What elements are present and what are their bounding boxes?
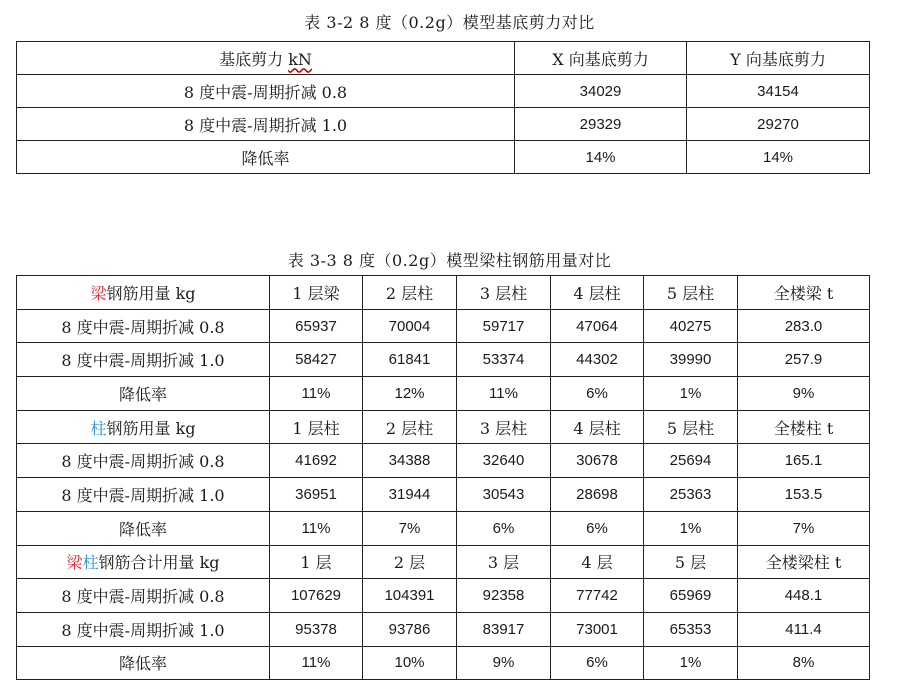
row-label: 降低率	[17, 646, 270, 680]
cell: 41692	[270, 444, 363, 478]
cell: 1%	[644, 377, 738, 411]
cell: 30678	[551, 444, 644, 478]
header-text: 钢筋合计用量 kg	[98, 553, 220, 573]
cell: 58427	[270, 343, 363, 377]
cell: 73001	[551, 612, 644, 646]
header-cell: 5 层柱	[644, 410, 738, 444]
row-label: 8 度中震-周期折减 0.8	[17, 309, 270, 343]
cell: 411.4	[738, 612, 870, 646]
cell: 257.9	[738, 343, 870, 377]
section-header-label	[17, 410, 270, 444]
section-header-label	[17, 545, 270, 579]
header-cell: 全楼梁 t	[738, 276, 870, 310]
header-cell: 5 层	[644, 545, 738, 579]
cell: 34029	[515, 75, 687, 108]
red-char: 梁	[66, 553, 83, 573]
header-cell: 3 层柱	[457, 410, 551, 444]
cell: 7%	[738, 511, 870, 545]
cell: 65937	[270, 309, 363, 343]
table-row	[17, 377, 870, 411]
row-label: 8 度中震-周期折减 1.0	[17, 612, 270, 646]
table-row	[17, 612, 870, 646]
table-row	[17, 75, 870, 108]
cell: 29270	[687, 108, 870, 141]
row-label: 降低率	[17, 511, 270, 545]
table-row	[17, 309, 870, 343]
row-label: 8 度中震-周期折减 1.0	[17, 478, 270, 512]
row-label: 8 度中震-周期折减 0.8	[17, 444, 270, 478]
cell: 14%	[515, 141, 687, 174]
cell: 448.1	[738, 579, 870, 613]
cell: 6%	[551, 646, 644, 680]
table-row	[17, 646, 870, 680]
header-cell: 2 层	[363, 545, 457, 579]
header-cell: 全楼梁柱 t	[738, 545, 870, 579]
table-row	[17, 579, 870, 613]
cell: 65353	[644, 612, 738, 646]
cell: 65969	[644, 579, 738, 613]
cell: 59717	[457, 309, 551, 343]
header-cell: 全楼柱 t	[738, 410, 870, 444]
cell: 47064	[551, 309, 644, 343]
cell: 153.5	[738, 478, 870, 512]
cell: 11%	[457, 377, 551, 411]
cell: 6%	[551, 511, 644, 545]
rebar-table	[16, 275, 870, 680]
cell: 34154	[687, 75, 870, 108]
header-cell: 4 层	[551, 545, 644, 579]
red-char: 梁	[90, 283, 107, 303]
header-cell: Y 向基底剪力	[687, 42, 870, 75]
table-row	[17, 478, 870, 512]
table1-caption: 表 3-2 8 度（0.2g）模型基底剪力对比	[304, 13, 595, 32]
header-text: 钢筋用量 kg	[106, 283, 196, 303]
header-cell: 2 层柱	[363, 276, 457, 310]
row-label: 降低率	[17, 377, 270, 411]
cell: 92358	[457, 579, 551, 613]
cell: 11%	[270, 377, 363, 411]
header-cell: 4 层柱	[551, 410, 644, 444]
row-label: 8 度中震-周期折减 0.8	[17, 75, 515, 108]
cell: 8%	[738, 646, 870, 680]
blue-char: 柱	[90, 418, 107, 438]
cell: 40275	[644, 309, 738, 343]
cell: 10%	[363, 646, 457, 680]
cell: 29329	[515, 108, 687, 141]
cell: 7%	[363, 511, 457, 545]
header-cell: 1 层梁	[270, 276, 363, 310]
header-cell: 1 层	[270, 545, 363, 579]
table-row	[17, 343, 870, 377]
cell: 9%	[457, 646, 551, 680]
section-header-row	[17, 276, 870, 310]
cell: 11%	[270, 511, 363, 545]
table2-caption: 表 3-3 8 度（0.2g）模型梁柱钢筋用量对比	[287, 251, 612, 270]
cell: 1%	[644, 511, 738, 545]
row-label: 8 度中震-周期折减 1.0	[17, 343, 270, 377]
header-cell: X 向基底剪力	[515, 42, 687, 75]
blue-char: 柱	[82, 553, 99, 573]
cell: 34388	[363, 444, 457, 478]
cell: 95378	[270, 612, 363, 646]
cell: 36951	[270, 478, 363, 512]
cell: 31944	[363, 478, 457, 512]
row-label: 8 度中震-周期折减 1.0	[17, 108, 515, 141]
header-text: 钢筋用量 kg	[106, 418, 196, 438]
cell: 93786	[363, 612, 457, 646]
cell: 165.1	[738, 444, 870, 478]
row-label: 8 度中震-周期折减 0.8	[17, 579, 270, 613]
cell: 107629	[270, 579, 363, 613]
base-shear-table	[16, 41, 870, 174]
cell: 283.0	[738, 309, 870, 343]
cell: 28698	[551, 478, 644, 512]
header-unit: kN	[288, 49, 312, 69]
cell: 83917	[457, 612, 551, 646]
cell: 61841	[363, 343, 457, 377]
section-header-row	[17, 545, 870, 579]
header-cell: 4 层柱	[551, 276, 644, 310]
header-cell: 1 层柱	[270, 410, 363, 444]
section-header-row	[17, 410, 870, 444]
cell: 77742	[551, 579, 644, 613]
cell: 11%	[270, 646, 363, 680]
table-row	[17, 511, 870, 545]
cell: 6%	[457, 511, 551, 545]
cell: 14%	[687, 141, 870, 174]
cell: 44302	[551, 343, 644, 377]
header-cell: 3 层柱	[457, 276, 551, 310]
header-label: 基底剪力	[219, 49, 289, 69]
cell: 39990	[644, 343, 738, 377]
row-label: 降低率	[17, 141, 515, 174]
cell: 70004	[363, 309, 457, 343]
cell: 30543	[457, 478, 551, 512]
cell: 104391	[363, 579, 457, 613]
cell: 12%	[363, 377, 457, 411]
section-header-label	[17, 276, 270, 310]
cell: 6%	[551, 377, 644, 411]
table-row	[17, 108, 870, 141]
cell: 9%	[738, 377, 870, 411]
table-row	[17, 141, 870, 174]
cell: 32640	[457, 444, 551, 478]
header-cell: 5 层柱	[644, 276, 738, 310]
cell: 25694	[644, 444, 738, 478]
header-cell	[17, 42, 515, 75]
header-cell: 3 层	[457, 545, 551, 579]
cell: 1%	[644, 646, 738, 680]
cell: 53374	[457, 343, 551, 377]
table-row	[17, 444, 870, 478]
header-cell: 2 层柱	[363, 410, 457, 444]
cell: 25363	[644, 478, 738, 512]
table-header-row	[17, 42, 870, 75]
